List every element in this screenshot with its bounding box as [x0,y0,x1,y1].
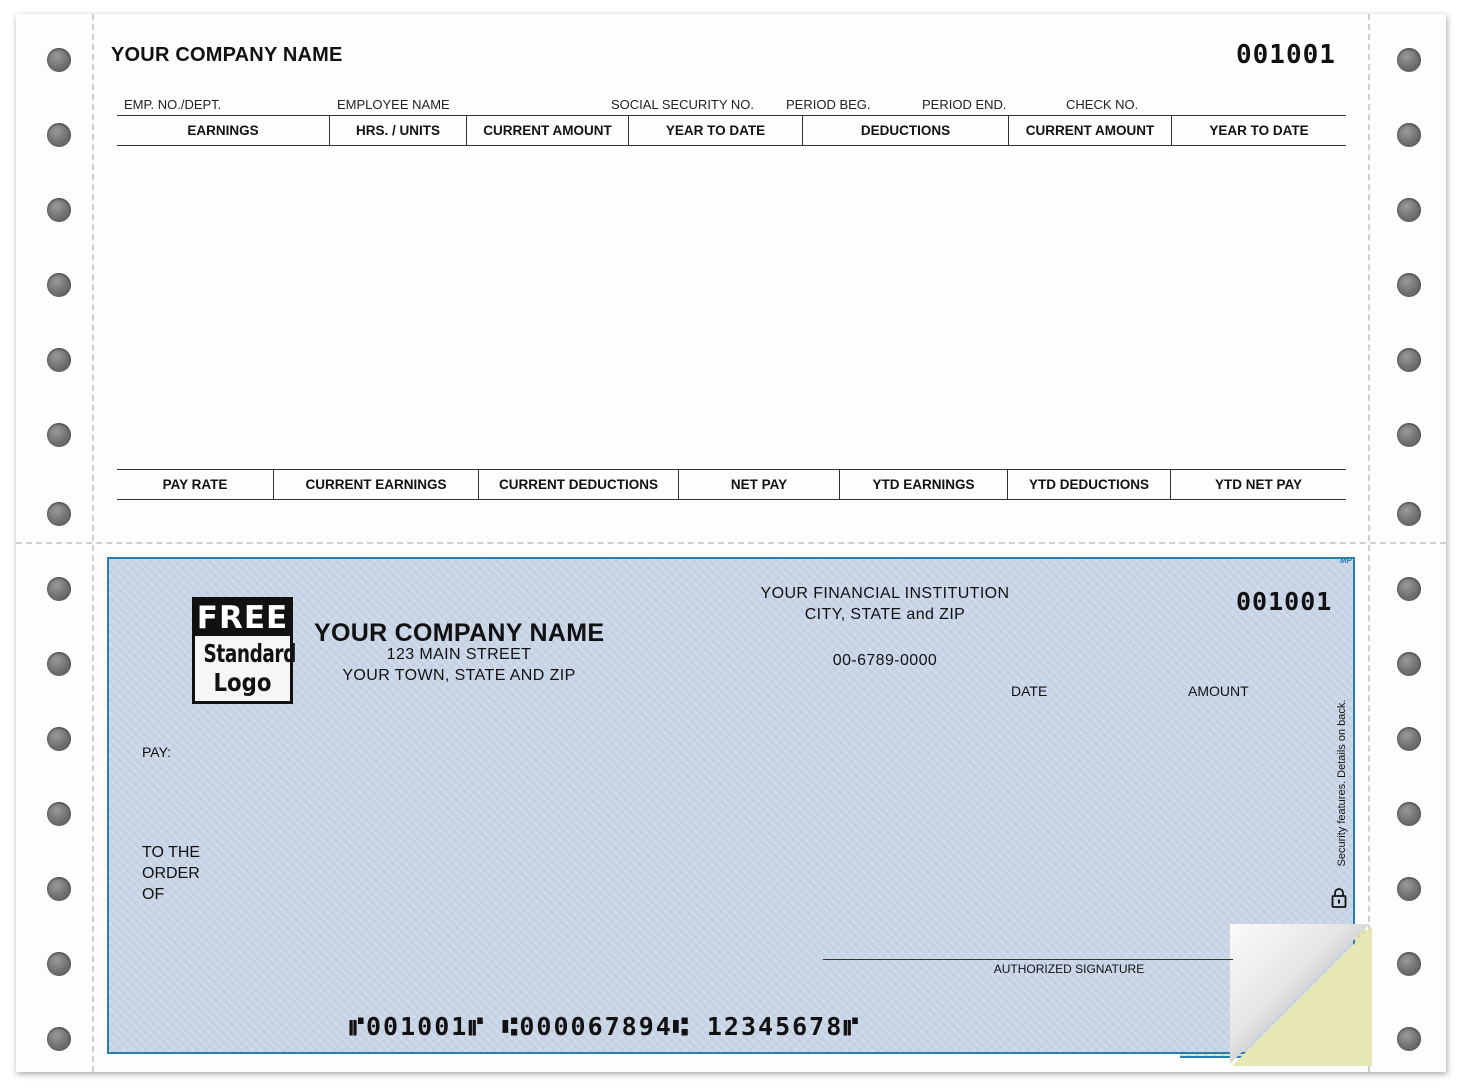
logo-free-text: FREE [196,600,289,636]
emp-no-dept-label: EMP. NO./DEPT. [124,97,222,112]
bank-name: YOUR FINANCIAL INSTITUTION [760,585,1010,602]
tractor-feed-hole-icon [1397,502,1421,526]
lock-icon [1331,888,1347,913]
check-no-label: CHECK NO. [1066,97,1139,112]
check-face [107,557,1355,1054]
ssn-label: SOCIAL SECURITY NO. [611,97,755,112]
company-logo [192,597,296,704]
tractor-feed-hole-icon [1397,48,1421,72]
tractor-feed-hole-icon [47,348,71,372]
bank-city: CITY, STATE and ZIP [804,606,966,623]
order-line-2: ORDER [142,865,200,882]
employee-name-label: EMPLOYEE NAME [337,97,450,112]
totals-header [117,469,1346,500]
tractor-feed-hole-icon [1397,952,1421,976]
tractor-feed-hole-icon [1397,123,1421,147]
company-address-street: 123 MAIN STREET [386,646,532,663]
current-earnings-column-header: CURRENT EARNINGS [274,470,479,499]
deductions-ytd-column-header: YEAR TO DATE [1209,123,1309,138]
tractor-feed-hole-icon [1397,877,1421,901]
period-beg-label: PERIOD BEG. [786,97,871,112]
tractor-feed-hole-icon [1397,577,1421,601]
ytd-deductions-column-header: YTD DEDUCTIONS [1008,470,1171,499]
tractor-feed-hole-icon [47,198,71,222]
net-pay-column-header: NET PAY [679,470,840,499]
signature-line [823,959,1233,960]
ytd-net-pay-column-header: YTD NET PAY [1214,477,1303,492]
tractor-feed-hole-icon [1397,273,1421,297]
period-end-label: PERIOD END. [922,97,1007,112]
authorized-signature-label: AUTHORIZED SIGNATURE [993,962,1145,976]
tractor-feed-hole-icon [47,273,71,297]
tractor-feed-hole-icon [1397,1027,1421,1051]
tractor-feed-hole-icon [47,877,71,901]
order-line-1: TO THE [142,844,201,861]
tractor-feed-hole-icon [47,577,71,601]
date-label: DATE [1011,683,1048,699]
tractor-feed-hole-icon [47,802,71,826]
earnings-column-header: EARNINGS [117,116,330,145]
current-deductions-column-header: CURRENT DEDUCTIONS [479,470,679,499]
company-address-city: YOUR TOWN, STATE AND ZIP [342,667,576,684]
tractor-feed-hole-icon [1397,348,1421,372]
amount-label: AMOUNT [1188,683,1249,699]
stub-company-name: YOUR COMPANY NAME [111,44,343,66]
deductions-column-header: DEDUCTIONS [803,116,1009,145]
tractor-feed-hole-icon [1397,423,1421,447]
pay-label: PAY: [142,744,172,760]
deductions-current-amount-column-header: CURRENT AMOUNT [1009,116,1172,145]
order-line-3: OF [142,886,165,903]
mp-mark: MP [1340,556,1352,565]
tractor-feed-hole-icon [47,48,71,72]
tractor-feed-hole-icon [47,423,71,447]
earnings-ytd-column-header: YEAR TO DATE [629,116,803,145]
tractor-feed-hole-icon [47,123,71,147]
tractor-feed-hole-icon [47,1027,71,1051]
logo-logo-text: Logo [213,668,272,697]
earnings-current-amount-column-header: CURRENT AMOUNT [467,116,629,145]
tractor-feed-hole-icon [47,502,71,526]
tractor-feed-hole-icon [47,952,71,976]
check-company-name: YOUR COMPANY NAME [314,619,605,647]
hrs-units-column-header: HRS. / UNITS [330,116,467,145]
stub-check-number: 001001 [1236,40,1336,70]
tractor-feed-hole-icon [1397,198,1421,222]
pay-rate-column-header: PAY RATE [117,470,274,499]
tractor-feed-hole-icon [1397,802,1421,826]
logo-standard-text: Standard [203,639,296,668]
tractor-feed-hole-icon [47,652,71,676]
tractor-feed-hole-icon [47,727,71,751]
micr-line: ⑈001001⑈ ⑆000067894⑆ 12345678⑈ [349,1012,861,1041]
security-features-note: Security features. Details on back. [1336,699,1348,867]
pay-to-order-label [142,842,200,905]
stub-check-perforation [16,542,1446,544]
bank-fraction-code: 00-6789-0000 [832,652,938,669]
ytd-earnings-column-header: YTD EARNINGS [840,470,1008,499]
tractor-feed-hole-icon [1397,727,1421,751]
earnings-deductions-header [117,115,1346,146]
check-number: 001001 [1236,587,1333,616]
tractor-feed-hole-icon [1397,652,1421,676]
